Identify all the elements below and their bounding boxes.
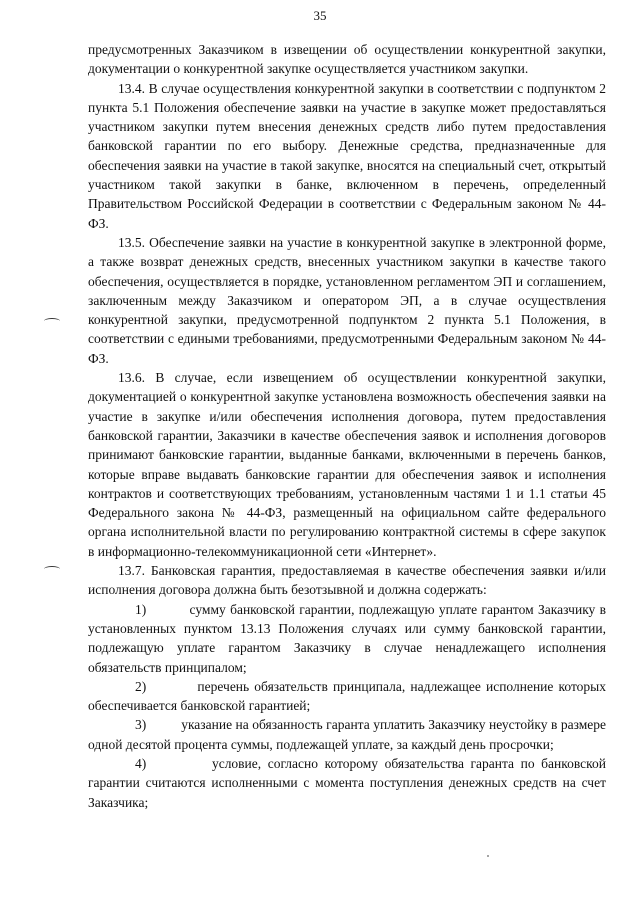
list-text: указание на обязанность гаранта уплатить Заказчику неустойку в размере одной десятой процента суммы, подлежащей уплате, за каждый день просрочки; (88, 717, 606, 752)
list-item (88, 715, 606, 754)
list-text: перечень обязательств принципала, надлежащее исполнение которых обеспечивается банковской гарантией; (88, 678, 607, 714)
document-body (88, 40, 606, 812)
list-marker: 1) (135, 601, 147, 617)
paragraph: предусмотренных Заказчиком в извещении об осуществлении конкурентной закупки, документации о конкурентной закупке осуществляется участником закупки. (88, 42, 606, 77)
list-item (88, 600, 606, 677)
paragraph-13-6: 13.6. В случае, если извещением об осуществлении конкурентной закупки, документацией о конкурентной закупке установлена возможность обеспечения заявки на участие в закупке и/или обеспечения исполнения договора, путем предоставления банковской гарантии, Заказчики в качестве обеспечения заявок и исполнения договоров принимают банковские гарантии, выданные банками, включенными в перечень банков, которые вправе выдавать банковские гарантии для обеспечения заявок и исполнения контрактов и соответствующих требованиям, установленным частями 1 и 1.1 статьи 45 Федерального закона № 44-ФЗ, размещенный на официальном сайте федерального органа исполнительной власти по регулированию контрактной системы в сфере закупок в информационно-телекоммуникационной сети «Интернет». (88, 370, 606, 559)
paragraph-13-4: 13.4. В случае осуществления конкурентной закупки в соответствии с подпунктом 2 пункта 5.1 Положения обеспечение заявки на участие в закупке может предоставляться участником закупки путем внесения денежных средств либо путем предоставления банковской гарантии по его выбору. Денежные средства, предназначенные для обеспечения заявки на участие в такой закупке, вносятся на специальный счет, открытый участником такой закупки в банке, включенном в перечень, определенный Правительством Российской Федерации в соответствии с Федеральным законом № 44-ФЗ. (88, 80, 606, 231)
paragraph-13-7: 13.7. Банковская гарантия, предоставляемая в качестве обеспечения заявки и/или исполнения договора должна быть безотзывной и должна содержать: (88, 563, 606, 598)
list-item (88, 677, 606, 716)
list-marker: 4) (135, 755, 147, 771)
margin-mark-lower (44, 566, 60, 572)
scan-speck (487, 855, 489, 857)
list-marker: 2) (135, 678, 147, 694)
list-item (88, 754, 606, 812)
list-text: сумму банковской гарантии, подлежащую уплате гарантом Заказчику в установленных пунктом 13.13 Положения случаях или сумму банковской гарантии, подлежащую уплате гарантом Заказчику в случае ненадлежащего исполнения обязательств принципалом; (88, 601, 607, 675)
page-number: 35 (313, 8, 327, 23)
paragraph-13-5: 13.5. Обеспечение заявки на участие в конкурентной закупке в электронной форме, а также возврат денежных средств, внесенных участником закупки в качестве такого обеспечения, осуществляется в порядке, установленном регламентом ЭП и соглашением, заключенным между Заказчиком и оператором ЭП, а в случае осуществления конкурентной закупки, предусмотренной подпунктом 2 пункта 5.1 Положения, в соответствии с едиными требованиями, предусмотренными Федеральным законом № 44-ФЗ. (88, 234, 606, 366)
margin-mark-upper (44, 318, 60, 324)
list-text: условие, согласно которому обязательства гаранта по банковской гарантии считаются исполненными с момента поступления денежных средств на счет Заказчика; (88, 755, 607, 810)
list-marker: 3) (135, 717, 147, 733)
